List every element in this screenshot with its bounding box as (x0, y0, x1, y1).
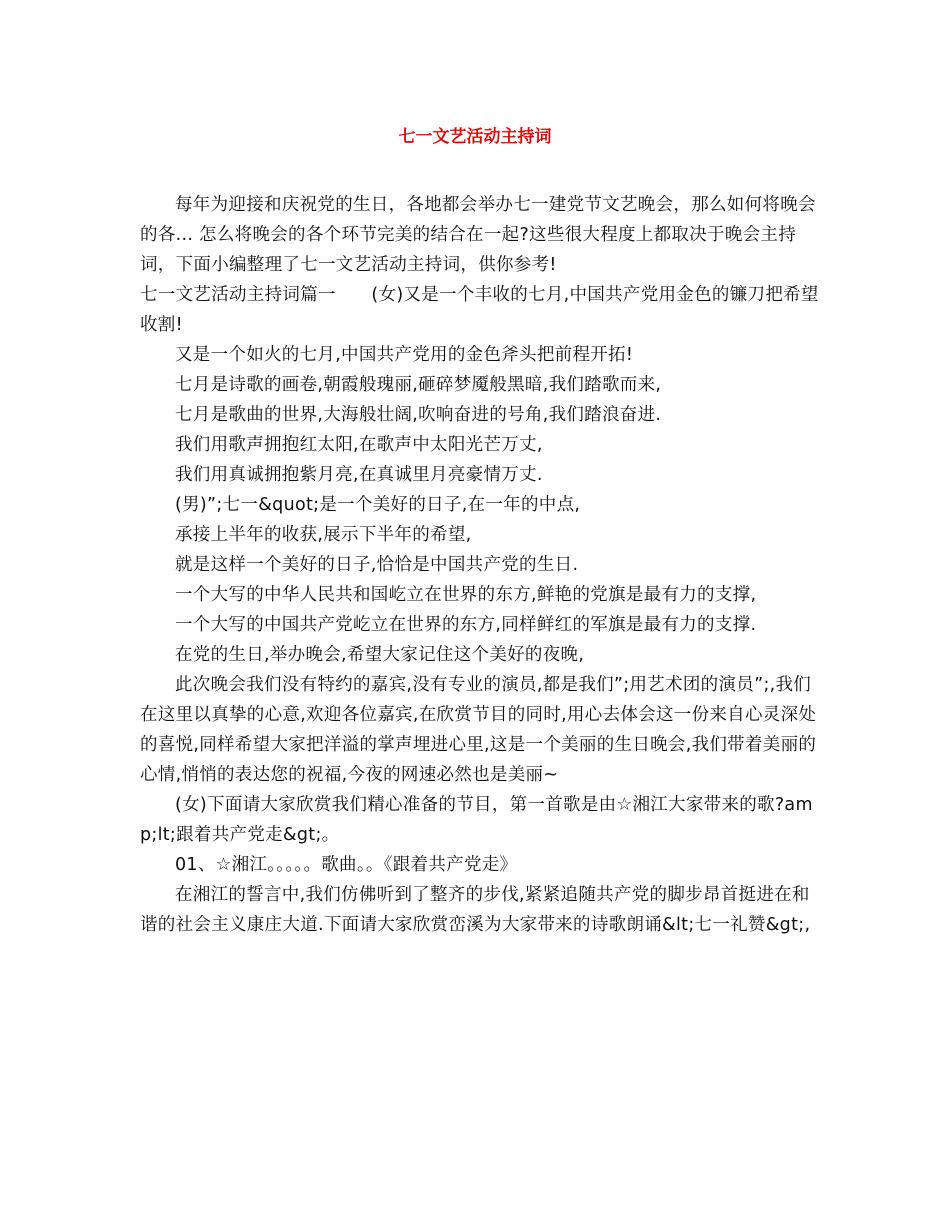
paragraph: 七一文艺活动主持词篇一 (女)又是一个丰收的七月,中国共产党用金色的镰刀把希望收割! (140, 285, 819, 335)
paragraph: 一个大写的中华人民共和国屹立在世界的东方,鲜艳的党旗是最有力的支撑, (175, 585, 757, 605)
document-body (140, 190, 826, 940)
paragraph: 每年为迎接和庆祝党的生日，各地都会举办七一建党节文艺晚会，那么如何将晚会的各... 怎么将晚会的各个环节完美的结合在一起?这些很大程度上都取决于晚会主持词，下面小编整理了七一文艺活动主持词，供你参考! (140, 195, 816, 275)
paragraph: 七月是歌曲的世界,大海般壮阔,吹响奋进的号角,我们踏浪奋进. (175, 405, 662, 425)
paragraph: 在湘江的誓言中,我们仿佛听到了整齐的步伐,紧紧追随共产党的脚步昂首挺进在和谐的社会主义康庄大道.下面请大家欣赏峦溪为大家带来的诗歌朗诵&lt;七一礼赞&gt;, (140, 885, 811, 935)
paragraph: 七月是诗歌的画卷,朝霞般瑰丽,砸碎梦魇般黑暗,我们踏歌而来, (175, 375, 662, 395)
paragraph: 一个大写的中国共产党屹立在世界的东方,同样鲜红的军旗是最有力的支撑. (175, 615, 757, 635)
paragraph: 01、☆湘江。。。。。歌曲。。《跟着共产党走》 (175, 855, 518, 875)
paragraph: 我们用歌声拥抱红太阳,在歌声中太阳光芒万丈, (175, 435, 543, 455)
paragraph: 我们用真诚拥抱紫月亮,在真诚里月亮豪情万丈. (175, 465, 543, 485)
paragraph: 就是这样一个美好的日子,恰恰是中国共产党的生日. (175, 555, 579, 575)
paragraph: (男)”;七一&quot;是一个美好的日子,在一年的中点, (175, 495, 581, 515)
paragraph: 此次晚会我们没有特约的嘉宾,没有专业的演员,都是我们”;用艺术团的演员”;,我们在这里以真挚的心意,欢迎各位嘉宾,在欣赏节目的同时,用心去体会这一份来自心灵深处的喜悦,同样希望大家把洋溢的掌声埋进心里,这是一个美丽的生日晚会,我们带着美丽的心情,悄悄的表达您的祝福,今夜的网速必然也是美丽~ (140, 675, 817, 785)
document-title: 七一文艺活动主持词 (398, 127, 552, 147)
paragraph: (女)下面请大家欣赏我们精心准备的节目，第一首歌是由☆湘江大家带来的歌?amp;lt;跟着共产党走&gt;。 (140, 795, 813, 845)
paragraph: 承接上半年的收获,展示下半年的希望, (175, 525, 472, 545)
paragraph: 在党的生日,举办晚会,希望大家记住这个美好的夜晚, (175, 645, 585, 665)
paragraph: 又是一个如火的七月,中国共产党用的金色斧头把前程开拓! (175, 345, 634, 365)
